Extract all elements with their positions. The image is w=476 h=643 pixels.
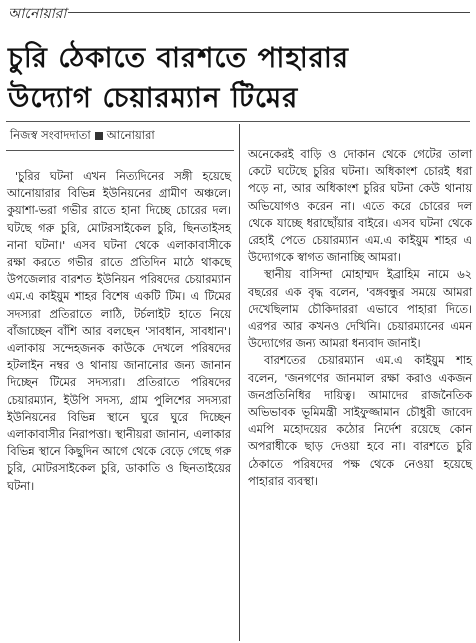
paragraph: স্থানীয় বাসিন্দা মোহাম্মদ ইব্রাহিম নামে ৬২ বছরের এক বৃদ্ধ বলেন, 'বঙ্গবন্ধুর সময়ে আমরা দেখেছিলাম চৌকিদাররা এভাবে পাহারা দিতে। এরপর আর কখনও দেখিনি। চেয়ারম্যানের এমন উদ্যোগের জন্য আমরা ধন্যবাদ জানাই। — [248, 268, 472, 351]
byline-rule — [6, 150, 234, 151]
headline-line-2: উদ্যোগ চেয়ারম্যান টিমের — [8, 82, 299, 114]
kicker-rule — [68, 12, 470, 13]
headline-rule — [6, 121, 470, 122]
article-column-left — [7, 168, 231, 495]
byline — [10, 127, 155, 146]
square-bullet-icon — [95, 132, 103, 140]
section-kicker: আনোয়ারা — [8, 6, 67, 22]
article-column-right — [248, 146, 472, 490]
headline-line-1: চুরি ঠেকাতে বারশতে পাহারার — [8, 42, 349, 74]
paragraph: বারশতের চেয়ারম্যান এম.এ কাইয়ুম শাহ বলেন, 'জনগণের জানমাল রক্ষা করাও একজন জনপ্রতিনিধির দায়িত্ব। আমাদের রাজনৈতিক অভিভাবক ভূমিমন্ত্রী সাইফুজ্জামান চৌধুরী জাবেদ এমপি মহোদয়ের কঠোর নির্দেশ রয়েছে কোন অপরাধীকে ছাড় দেওয়া হবে না। বারশতে চুরি ঠেকাতে পরিষদের পক্ষ থেকে নেওয়া হয়েছে পাহারার ব্যবস্থা। — [248, 354, 472, 488]
byline-location: আনোয়ারা — [106, 128, 155, 142]
headline — [8, 38, 470, 118]
paragraph: 'চুরির ঘটনা এখন নিত্যদিনের সঙ্গী হয়েছে আনোয়ারার বিভিন্ন ইউনিয়নের গ্রামীণ অঞ্চলে। কুয়াশা-ভরা গভীর রাতে হানা দিচ্ছে চোরের দল। ঘটছে গরু চুরি, মোটরসাইকেল চুরি, ছিনতাইসহ নানা ঘটনা।' এসব ঘটনা থেকে এলাকাবাসীকে রক্ষা করতে গভীর রাতে প্রতিদিন মাঠে থাকছে উপজেলার বারশত ইউনিয়ন পরিষদের চেয়ারম্যান এম.এ কাইয়ুম শাহর বিশেষ একটি টিম। এ টিমের সদস্যরা প্রতিরাতে লাঠি, টর্চলাইট হাতে নিয়ে বাঁজাচ্ছেন বাঁশি আর বলছেন 'সাবধান, সাবধান'। এলাকায় সন্দেহজনক কাউকে দেখলে পরিষদের হটলাইন নম্বর ও থানায় জানানোর জন্য জানান দিচ্ছেন টিমের সদস্যরা। প্রতিরাতে পরিষদের চেয়ারম্যান, ইউপি সদস্য, গ্রাম পুলিশের সদস্যরা ইউনিয়নের বিভিন্ন স্থানে ঘুরে ঘুরে দিচ্ছেন এলাকাবাসীর নিরাপত্তা। স্থানীয়রা জানান, এলাকার বিভিন্ন স্থানে কিছুদিন আগে থেকে বেড়ে গেছে গরু চুরি, মোটরসাইকেল চুরি, ডাকাতি ও ছিনতাইয়ের ঘটনা। — [7, 170, 231, 493]
byline-reporter: নিজস্ব সংবাদদাতা — [10, 128, 91, 142]
column-divider — [239, 124, 240, 641]
paragraph: অনেকেরই বাড়ি ও দোকান থেকে গেটের তালা কেটে ঘটেছে চুরির ঘটনা। অধিকাংশ চোরই ধরা পড়ে না, আর অধিকাংশ চুরির ঘটনা কেউ থানায় অভিযোগও করেন না। এতে করে চোরের দল থেকে যাচ্ছে ধরাছোঁয়ার বাইরে। এসব ঘটনা থেকে রেহাই পেতে চেয়ারম্যান এম.এ কাইয়ুম শাহর এ উদ্যোগকে স্বাগত জানাচ্ছি আমরা। — [248, 148, 472, 265]
